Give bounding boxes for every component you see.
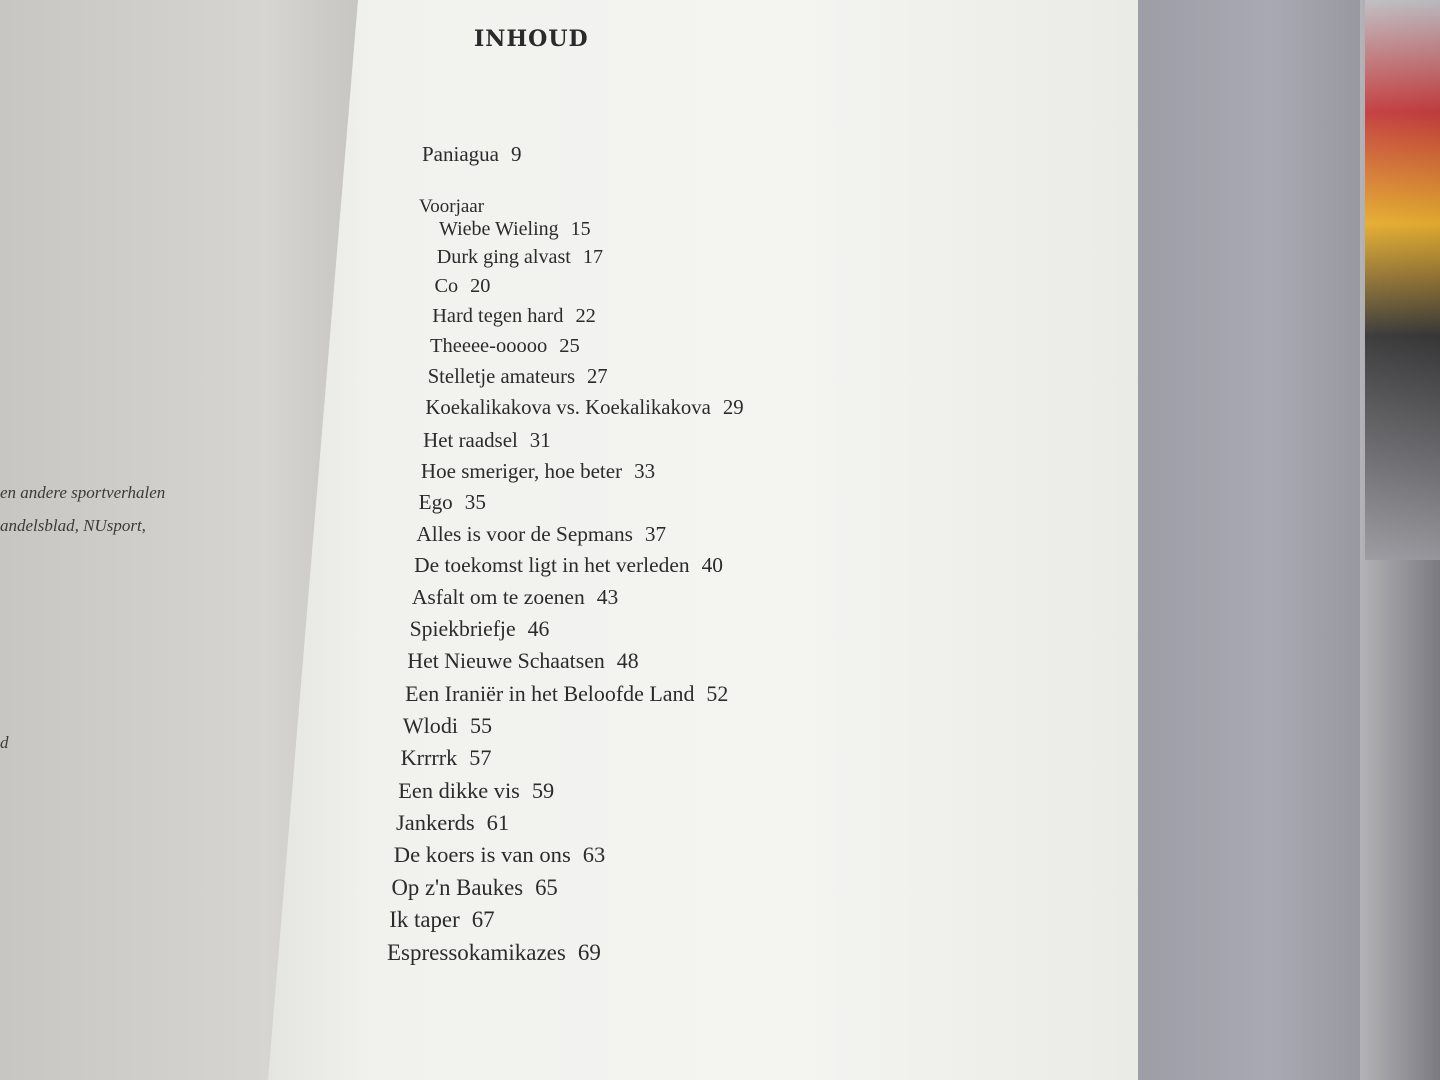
toc-entry xyxy=(396,810,509,836)
toc-entry-title: Espressokamikazes xyxy=(387,940,566,965)
toc-entry xyxy=(389,907,494,933)
toc-entry xyxy=(398,778,554,804)
toc-entry-page: 43 xyxy=(596,585,619,610)
toc-entry-title: Ego xyxy=(418,490,453,515)
toc-entry-title: Theeee-ooooo xyxy=(429,335,548,358)
toc-entry-title: Krrrrk xyxy=(400,745,458,771)
adjacent-book-cover xyxy=(1365,0,1440,560)
toc-entry-page: 52 xyxy=(706,680,729,706)
left-page-caption-2: andelsblad, NUsport, xyxy=(0,516,146,535)
toc-entry xyxy=(423,428,551,453)
toc-entry-title: Een dikke vis xyxy=(398,777,520,803)
toc-entry-page: 57 xyxy=(469,745,492,771)
toc-entry-page: 33 xyxy=(634,458,656,483)
toc-entry xyxy=(414,553,723,578)
toc-entry-title: Wiebe Wieling xyxy=(439,218,559,240)
toc-entry-title: Ik taper xyxy=(389,907,460,933)
toc-entry xyxy=(428,366,608,389)
toc-entry xyxy=(439,218,591,241)
toc-entry-title: Het Nieuwe Schaatsen xyxy=(407,648,605,673)
toc-entry xyxy=(394,842,606,868)
toc-entry xyxy=(419,490,486,515)
toc-entry-title: Stelletje amateurs xyxy=(427,365,575,388)
toc-entry-page: 20 xyxy=(470,274,491,297)
toc-entry-page: 63 xyxy=(582,842,606,868)
toc-entry-title: Spiekbriefje xyxy=(409,616,516,641)
toc-entry-page: 31 xyxy=(529,427,551,452)
toc-entry xyxy=(403,713,492,739)
toc-entry-title: De toekomst ligt in het verleden xyxy=(414,553,690,578)
toc-entry-title: Durk ging alvast xyxy=(436,245,571,268)
toc-entry-title: Alles is voor de Sepmans xyxy=(416,521,633,546)
toc-entry xyxy=(434,275,490,298)
toc-entry-title: Jankerds xyxy=(396,809,475,835)
toc-entry xyxy=(437,246,603,269)
toc-entry-title: Hoe smeriger, hoe beter xyxy=(420,458,623,483)
toc-entry xyxy=(405,681,728,707)
toc-entry xyxy=(412,585,618,610)
toc-entry-page: 55 xyxy=(470,713,493,739)
toc-entry-page: 9 xyxy=(510,142,522,166)
toc-entry-page: 69 xyxy=(577,940,601,965)
toc-entry-title: Co xyxy=(434,274,459,297)
left-page-cover-art xyxy=(10,20,190,200)
toc-entry xyxy=(387,940,601,966)
toc-entry xyxy=(430,335,580,358)
toc-entry-page: 27 xyxy=(586,365,608,388)
toc-entry-title: Op z'n Baukes xyxy=(391,874,524,900)
toc-entry-page: 37 xyxy=(644,521,667,546)
toc-entry-page: 61 xyxy=(486,809,510,835)
toc-title: INHOUD xyxy=(474,26,589,52)
toc-entry-title: Wlodi xyxy=(402,713,458,739)
toc-entry-title: De koers is van ons xyxy=(393,842,571,868)
toc-entry-title: Hard tegen hard xyxy=(432,304,564,327)
toc-entry-page: 15 xyxy=(570,218,591,240)
toc-entry xyxy=(410,617,550,642)
toc-entry-title: Het raadsel xyxy=(423,427,518,452)
toc-entry-page: 40 xyxy=(701,553,723,578)
toc-entry xyxy=(401,745,492,771)
toc-entry-page: 25 xyxy=(559,335,580,358)
left-page-caption-3: d xyxy=(0,733,9,752)
toc-entry-page: 17 xyxy=(582,245,604,268)
toc-entry-page: 65 xyxy=(535,874,558,900)
toc-entry-page: 22 xyxy=(575,304,596,327)
toc-entry-title: Asfalt om te zoenen xyxy=(411,585,585,610)
toc-entry-title: Paniagua xyxy=(422,142,499,166)
toc-entry xyxy=(407,649,638,674)
toc-entry xyxy=(392,875,558,901)
toc-entry-page: 67 xyxy=(471,907,495,933)
toc-entry-title: Een Iraniër in het Beloofde Land xyxy=(405,680,695,706)
toc-entry-page: 46 xyxy=(527,616,550,641)
toc-entry xyxy=(421,459,655,484)
toc-entry xyxy=(432,305,596,328)
toc-entry-page: 59 xyxy=(531,777,555,803)
toc-entry-page: 29 xyxy=(722,396,744,420)
toc-entry-page: 35 xyxy=(464,490,486,515)
toc-entry xyxy=(416,522,666,547)
toc-section-heading: Voorjaar xyxy=(419,196,485,217)
toc-entry xyxy=(425,396,743,420)
left-page-caption-1: en andere sportverhalen xyxy=(0,483,166,502)
toc-entry-title: Koekalikakova vs. Koekalikakova xyxy=(425,396,711,420)
toc-entry-intro xyxy=(422,142,521,167)
toc-entry-page: 48 xyxy=(616,648,639,673)
